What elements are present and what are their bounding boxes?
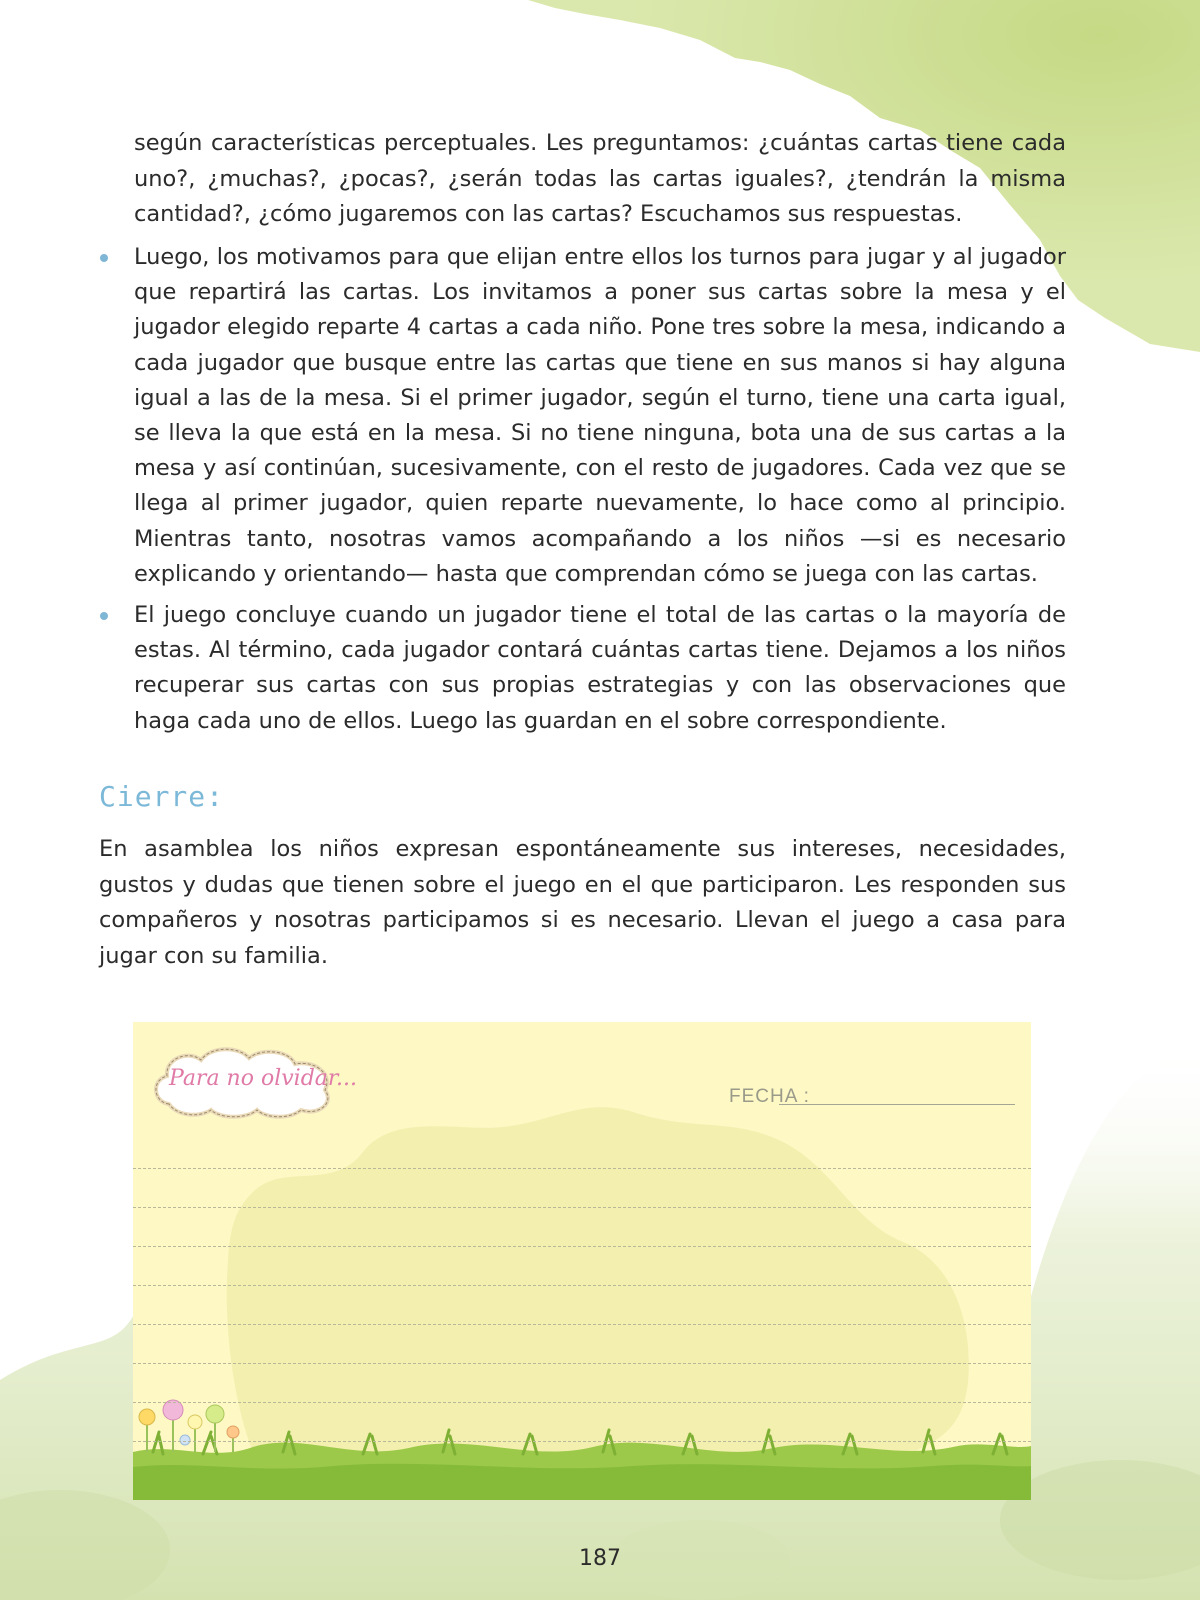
- bullet-icon: [100, 254, 108, 262]
- page-number: 187: [579, 1546, 621, 1571]
- bullet-list: [96, 240, 1066, 745]
- writing-line[interactable]: [133, 1207, 1031, 1208]
- bullet-text: Luego, los motivamos para que elijan entre ellos los turnos para jugar y al jugador que repartirá las cartas. Los invitamos a poner sus cartas sobre la mesa y el jugador elegido reparte 4 cartas a cada niño. Pone tres sobre la mesa, indicando a cada jugador que busque entre las cartas que tiene en sus manos si hay alguna igual a las de la mesa. Si el primer jugador, según el turno, tiene una carta igual, se lleva la que está en la mesa. Si no tiene ninguna, bota una de sus cartas a la mesa y así continúan, sucesivamente, con el resto de jugadores. Cada vez que se llega al primer jugador, quien reparte nuevamente, lo hace como al principio. Mientras tanto, nosotras vamos acompañando a los niños —si es necesario explicando y orientando— hasta que comprendan cómo se juega con las cartas.: [134, 244, 1066, 587]
- closing-paragraph: En asamblea los niños expresan espontáneamente sus intereses, necesidades, gustos y dudas que tienen sobre el juego en el que participaron. Les responden sus compañeros y nosotras participamos si es necesario. Llevan el juego a casa para jugar con su familia.: [99, 836, 1066, 969]
- note-card: [133, 1022, 1031, 1500]
- list-item: [96, 240, 1066, 592]
- continued-paragraph: según características perceptuales. Les preguntamos: ¿cuántas cartas tiene cada uno?, ¿muchas?, ¿pocas?, ¿serán todas las cartas iguales?, ¿tendrán la misma cantidad?, ¿cómo jugaremos con las cartas? Escuchamos sus respuestas.: [134, 130, 1066, 227]
- date-field[interactable]: [779, 1104, 1015, 1105]
- note-card-label: Para no olvidar...: [169, 1066, 357, 1091]
- date-label: FECHA :: [729, 1086, 810, 1107]
- section-title-cierre: Cierre:: [99, 780, 225, 813]
- writing-line[interactable]: [133, 1246, 1031, 1247]
- bullet-text: El juego concluye cuando un jugador tiene el total de las cartas o la mayoría de estas. Al término, cada jugador contará cuántas cartas tiene. Dejamos a los niños recuperar sus cartas con sus propias estrategias y con las observaciones que haga cada uno de ellos. Luego las guardan en el sobre correspondiente.: [134, 602, 1066, 734]
- writing-line[interactable]: [133, 1285, 1031, 1286]
- bullet-icon: [100, 612, 108, 620]
- writing-line[interactable]: [133, 1324, 1031, 1325]
- writing-line[interactable]: [133, 1441, 1031, 1442]
- writing-line[interactable]: [133, 1402, 1031, 1403]
- writing-line[interactable]: [133, 1363, 1031, 1364]
- list-item: [96, 598, 1066, 739]
- writing-line[interactable]: [133, 1168, 1031, 1169]
